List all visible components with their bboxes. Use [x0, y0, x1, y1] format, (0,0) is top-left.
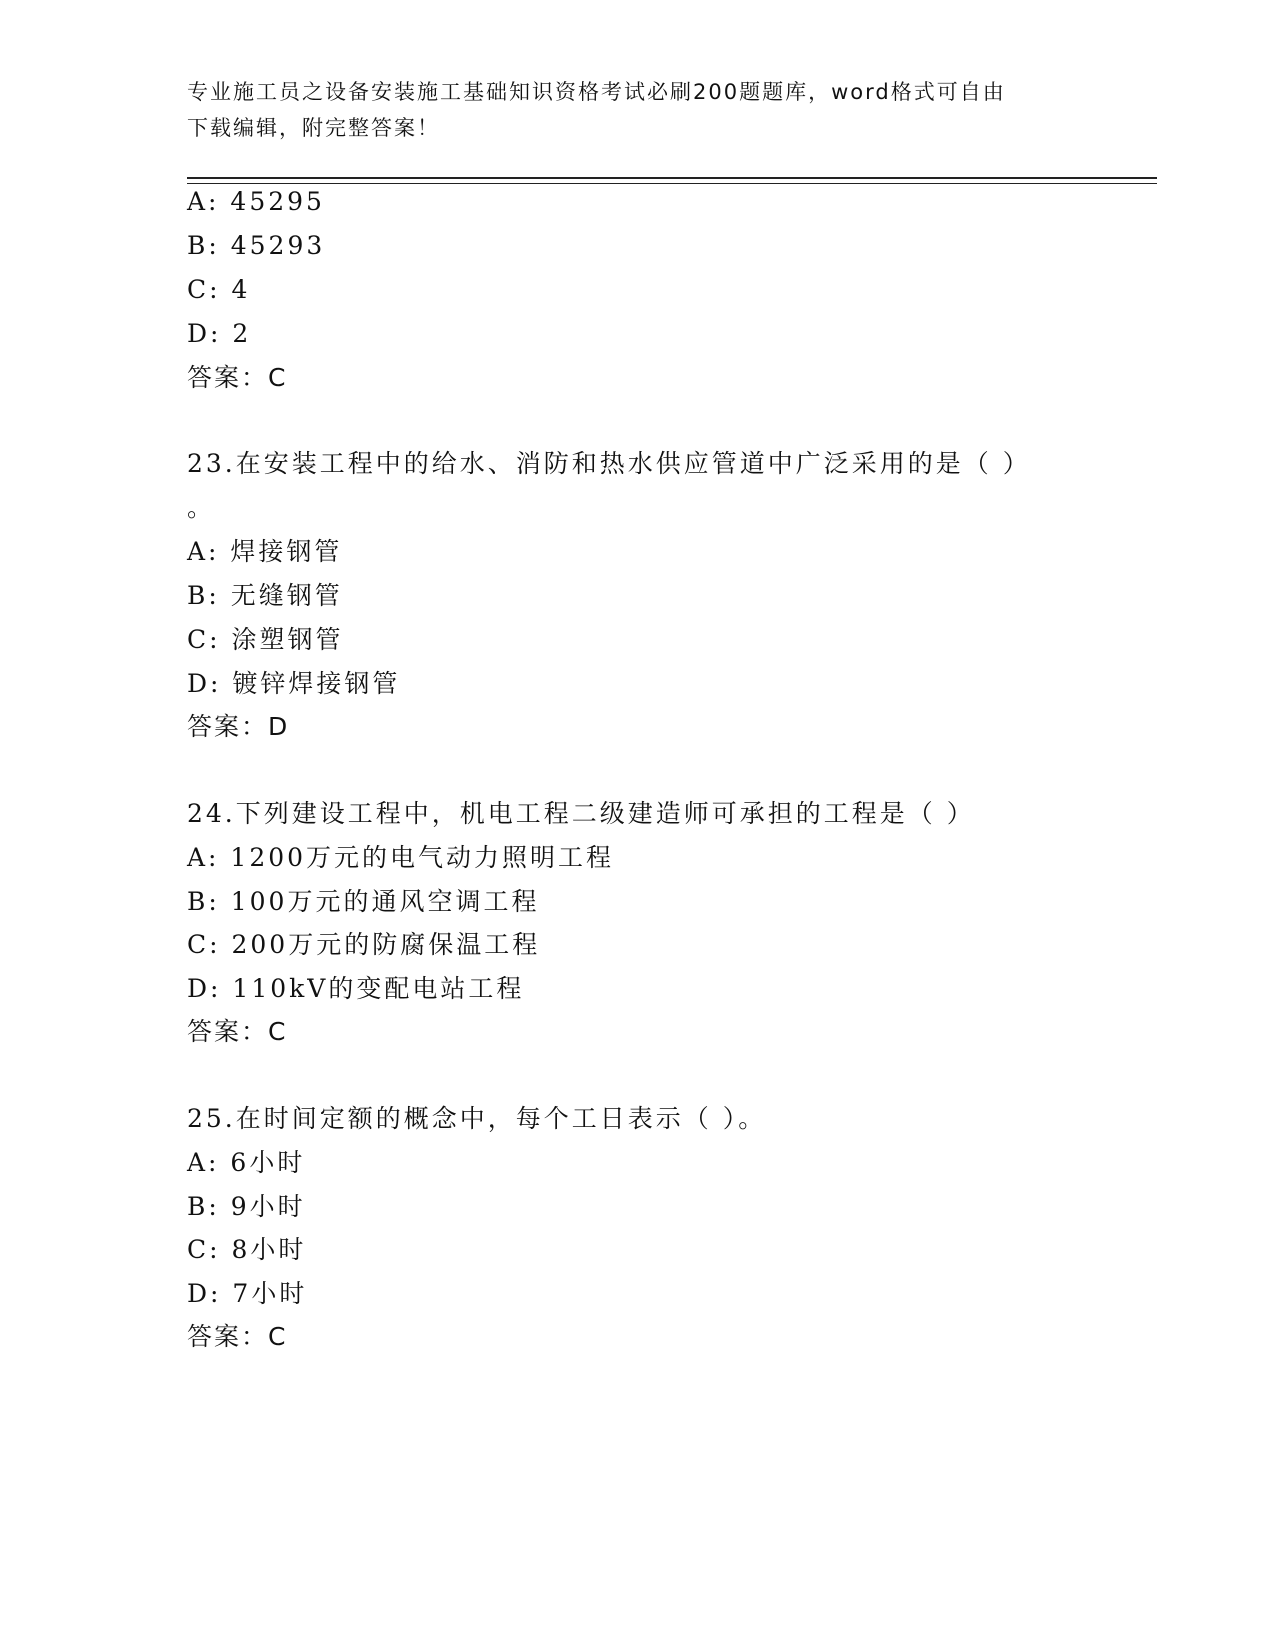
q25-option-b: B: 9小时: [187, 1192, 306, 1221]
q25-answer: 答案：C: [187, 1322, 288, 1351]
q25-option-d: D: 7小时: [187, 1279, 308, 1308]
q23-option-c: C: 涂塑钢管: [187, 625, 344, 654]
q22-option-d: D: 2: [187, 319, 252, 348]
q24-option-a: A: 1200万元的电气动力照明工程: [187, 843, 615, 872]
q24-option-b: B: 100万元的通风空调工程: [187, 887, 540, 916]
q24-option-d: D: 110kV的变配电站工程: [187, 974, 525, 1003]
q23-option-a: A: 焊接钢管: [187, 537, 343, 566]
q23-stem: 23.在安装工程中的给水、消防和热水供应管道中广泛采用的是（ ）: [187, 449, 1031, 478]
q22-answer: 答案：C: [187, 363, 288, 392]
q24-answer: 答案：C: [187, 1017, 288, 1046]
q25-option-c: C: 8小时: [187, 1235, 307, 1264]
q22-option-c: C: 4: [187, 275, 251, 304]
q23-stem-continuation: 。: [187, 493, 216, 522]
q23-option-b: B: 无缝钢管: [187, 581, 343, 610]
header-divider: [187, 177, 1157, 179]
header-divider-thin: [187, 183, 1157, 184]
q24-stem: 24.下列建设工程中，机电工程二级建造师可承担的工程是（ ）: [187, 799, 975, 828]
q23-answer: 答案：D: [187, 712, 290, 741]
header-line-1: 专业施工员之设备安装施工基础知识资格考试必刷200题题库，word格式可自由: [187, 80, 1006, 104]
header-line-2: 下载编辑，附完整答案！: [187, 116, 440, 140]
q25-stem: 25.在时间定额的概念中，每个工日表示（ ）。: [187, 1104, 767, 1133]
q22-option-b: B: 45293: [187, 231, 326, 260]
q25-option-a: A: 6小时: [187, 1148, 306, 1177]
q24-option-c: C: 200万元的防腐保温工程: [187, 930, 541, 959]
q22-option-a: A: 45295: [187, 187, 325, 216]
q23-option-d: D: 镀锌焊接钢管: [187, 669, 401, 698]
document-header: [187, 74, 1087, 146]
